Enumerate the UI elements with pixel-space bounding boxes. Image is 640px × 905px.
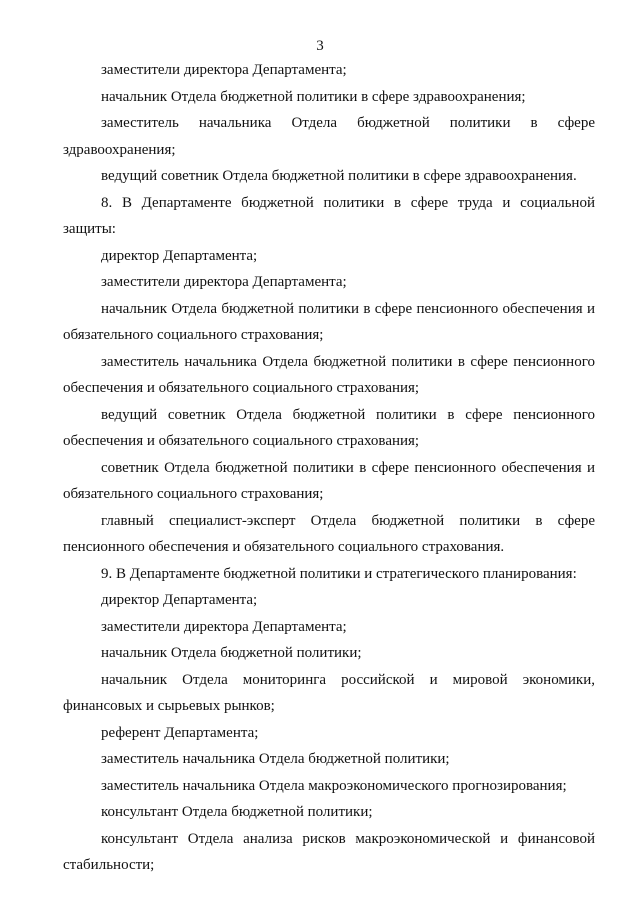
paragraph: заместитель начальника Отдела бюджетной политики в сфере пенсионного обеспечения и обязательного социального страхования;	[63, 353, 595, 396]
paragraph: начальник Отдела бюджетной политики в сфере пенсионного обеспечения и обязательного социального страхования;	[63, 300, 595, 343]
page-number: 3	[316, 38, 324, 54]
paragraph: заместители директора Департамента;	[101, 62, 347, 78]
paragraph: заместители директора Департамента;	[101, 618, 347, 635]
document-body	[63, 57, 595, 879]
paragraph: начальник Отдела бюджетной политики в сфере здравоохранения;	[101, 88, 526, 105]
paragraph: референт Департамента;	[101, 724, 259, 741]
section-heading-9: 9. В Департаменте бюджетной политики и стратегического планирования:	[101, 565, 577, 582]
paragraph: ведущий советник Отдела бюджетной политики в сфере здравоохранения.	[101, 168, 577, 184]
paragraph: консультант Отдела анализа рисков макроэкономической и финансовой стабильности;	[63, 830, 595, 873]
paragraph: заместитель начальника Отдела макроэкономического прогнозирования;	[101, 777, 567, 794]
paragraph: начальник Отдела бюджетной политики;	[101, 645, 362, 661]
section-heading-8: 8. В Департаменте бюджетной политики в сфере труда и социальной защиты:	[63, 194, 595, 237]
paragraph: консультант Отдела бюджетной политики;	[101, 804, 373, 820]
paragraph: директор Департамента;	[101, 247, 258, 264]
paragraph: заместитель начальника Отдела бюджетной политики в сфере здравоохранения;	[63, 115, 595, 158]
paragraph: ведущий советник Отдела бюджетной политики в сфере пенсионного обеспечения и обязательного социального страхования;	[63, 406, 595, 449]
paragraph: заместители директора Департамента;	[101, 274, 347, 290]
paragraph: главный специалист-эксперт Отдела бюджетной политики в сфере пенсионного обеспечения и обязательного социального страхования.	[63, 512, 595, 555]
paragraph: советник Отдела бюджетной политики в сфере пенсионного обеспечения и обязательного социального страхования;	[63, 459, 595, 502]
paragraph: заместитель начальника Отдела бюджетной политики;	[101, 751, 450, 767]
paragraph: начальник Отдела мониторинга российской и мировой экономики, финансовых и сырьевых рынков;	[63, 671, 595, 714]
paragraph: директор Департамента;	[101, 592, 258, 608]
